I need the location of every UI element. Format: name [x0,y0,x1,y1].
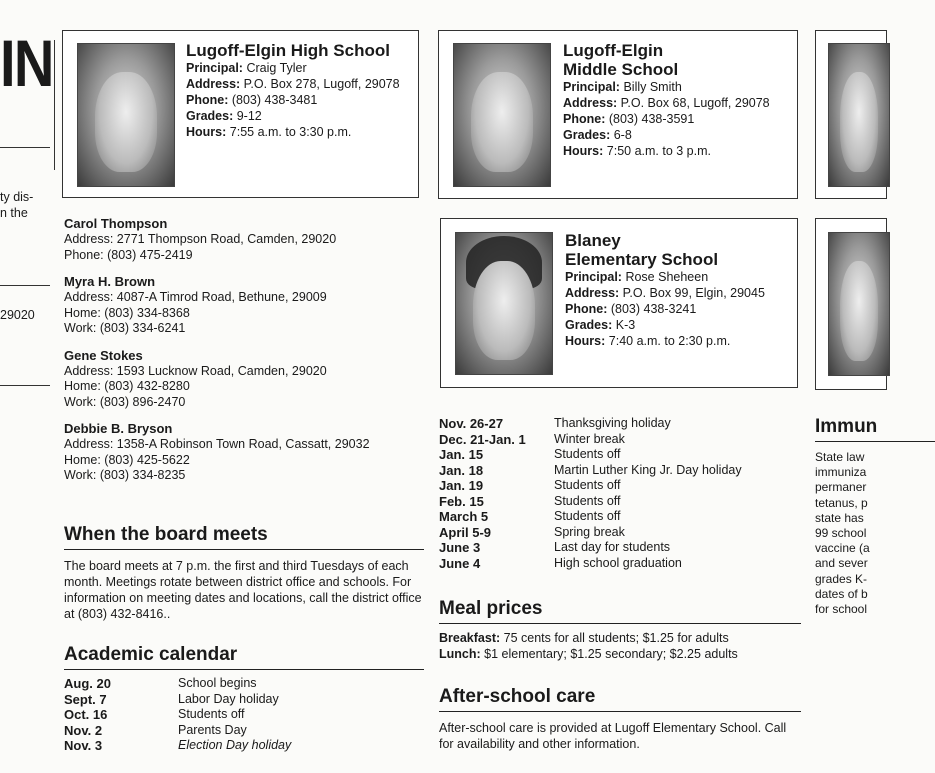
left-divider [0,385,50,386]
address-line: Address: P.O. Box 99, Elgin, 29045 [565,286,765,300]
section-heading: Academic calendar [64,644,424,670]
member-name: Carol Thompson [64,216,168,231]
academic-calendar-section [64,644,424,754]
table-row: Aug. 20 School begins [64,676,257,691]
member-entry [64,274,434,337]
principal-photo [77,43,175,187]
member-detail: Work: (803) 334-8235 [64,468,186,482]
member-detail: Home: (803) 334-8368 [64,305,190,320]
section-heading: Meal prices [439,598,801,624]
school-name: Lugoff-Elgin [563,41,664,60]
masthead-fragment: IN [0,26,53,100]
table-row: March 5 Students off [439,509,621,524]
high-school-card [62,30,419,198]
left-edge-text: ty dis- n the [0,190,34,220]
table-row: Nov. 3 Election Day holiday [64,738,292,753]
address-line: Address: P.O. Box 278, Lugoff, 29078 [186,77,400,91]
table-row: Oct. 16 Students off [64,707,245,722]
table-row: April 5-9 Spring break [439,524,625,540]
member-name: Debbie B. Bryson [64,421,173,436]
member-name: Gene Stokes [64,347,143,363]
table-row: June 3 Last day for students [439,540,671,555]
hours-line: Hours: 7:50 a.m. to 3 p.m. [563,144,711,158]
member-detail: Address: 4087-A Timrod Road, Bethune, 29009 [64,290,327,304]
table-row: Sept. 7 Labor Day holiday [64,691,279,707]
member-detail: Home: (803) 425-5622 [64,452,190,467]
table-row: Nov. 26-27 Thanksgiving holiday [439,416,671,431]
board-meets-section [64,524,424,622]
principal-line: Principal: Billy Smith [563,80,682,94]
member-detail: Address: 1593 Lucknow Road, Camden, 29020 [64,363,327,378]
member-detail: Phone: (803) 475-2419 [64,247,193,262]
section-heading: When the board meets [64,524,424,550]
member-detail: Work: (803) 334-6241 [64,321,186,335]
grades-line: Grades: 9-12 [186,109,262,123]
immunization-text: State law immuniza permaner tetanus, p state has 99 school vaccine (a and sever grades K- dates of b for school [815,450,870,617]
phone-line: Phone: (803) 438-3241 [565,302,697,316]
member-detail: Address: 1358-A Robinson Town Road, Cassatt, 29032 [64,437,370,451]
principal-line: Principal: Rose Sheheen [565,270,709,284]
table-row: Dec. 21-Jan. 1 Winter break [439,431,625,447]
after-school-section [439,686,801,752]
left-divider [0,147,50,148]
table-row: June 4 High school graduation [439,555,682,571]
principal-line: Principal: Craig Tyler [186,61,307,75]
principal-photo [453,43,551,187]
calendar-table [64,676,291,754]
elementary-school-card [440,218,798,388]
member-detail: Home: (803) 432-8280 [64,379,190,393]
right-photo-card [815,30,887,199]
board-meets-text: The board meets at 7 p.m. the first and third Tuesdays of each month. Meetings rotate between district office and schools. For information on meeting dates and locations, call the district office at (803) 432-8416.. [64,559,422,621]
phone-line: Phone: (803) 438-3591 [563,112,695,126]
member-detail: Work: (803) 896-2470 [64,394,186,409]
member-detail: Address: 2771 Thompson Road, Camden, 29020 [64,232,337,246]
school-name: Lugoff-Elgin High School [186,41,390,60]
hours-line: Hours: 7:40 a.m. to 2:30 p.m. [565,334,731,348]
principal-photo [455,232,553,375]
member-entry [64,421,434,484]
middle-school-card [438,30,798,199]
right-photo-card [815,218,887,390]
after-school-text: After-school care is provided at Lugoff Elementary School. Call for availability and other information. [439,721,787,751]
column-rule [54,40,55,170]
breakfast-price: Breakfast: 75 cents for all students; $1.25 for adults [439,631,729,645]
table-row: Jan. 18 Martin Luther King Jr. Day holiday [439,462,742,478]
board-members [64,216,434,484]
principal-photo [828,232,890,376]
address-line: Address: P.O. Box 68, Lugoff, 29078 [563,96,770,110]
table-row: Jan. 15 Students off [439,447,621,462]
table-row: Jan. 19 Students off [439,478,621,493]
left-divider [0,285,50,286]
principal-photo [828,43,890,187]
phone-line: Phone: (803) 438-3481 [186,93,318,107]
grades-line: Grades: K-3 [565,318,636,332]
table-row: Feb. 15 Students off [439,493,621,509]
hours-line: Hours: 7:55 a.m. to 3:30 p.m. [186,125,352,139]
table-row: Nov. 2 Parents Day [64,722,247,738]
school-name: Middle School [563,60,679,79]
school-name: Elementary School [565,250,719,269]
member-entry [64,216,434,263]
member-entry [64,348,434,411]
member-name: Myra H. Brown [64,274,156,289]
lunch-price: Lunch: $1 elementary; $1.25 secondary; $2.25 adults [439,647,738,661]
left-edge-zip: 29020 [0,308,35,322]
meal-prices-section [439,598,801,662]
school-name: Blaney [565,231,621,250]
section-heading: After-school care [439,686,801,712]
calendar-continued [439,416,799,571]
grades-line: Grades: 6-8 [563,128,632,142]
section-heading: Immun [815,416,935,442]
calendar-table [439,416,742,571]
immunization-section [815,416,878,617]
